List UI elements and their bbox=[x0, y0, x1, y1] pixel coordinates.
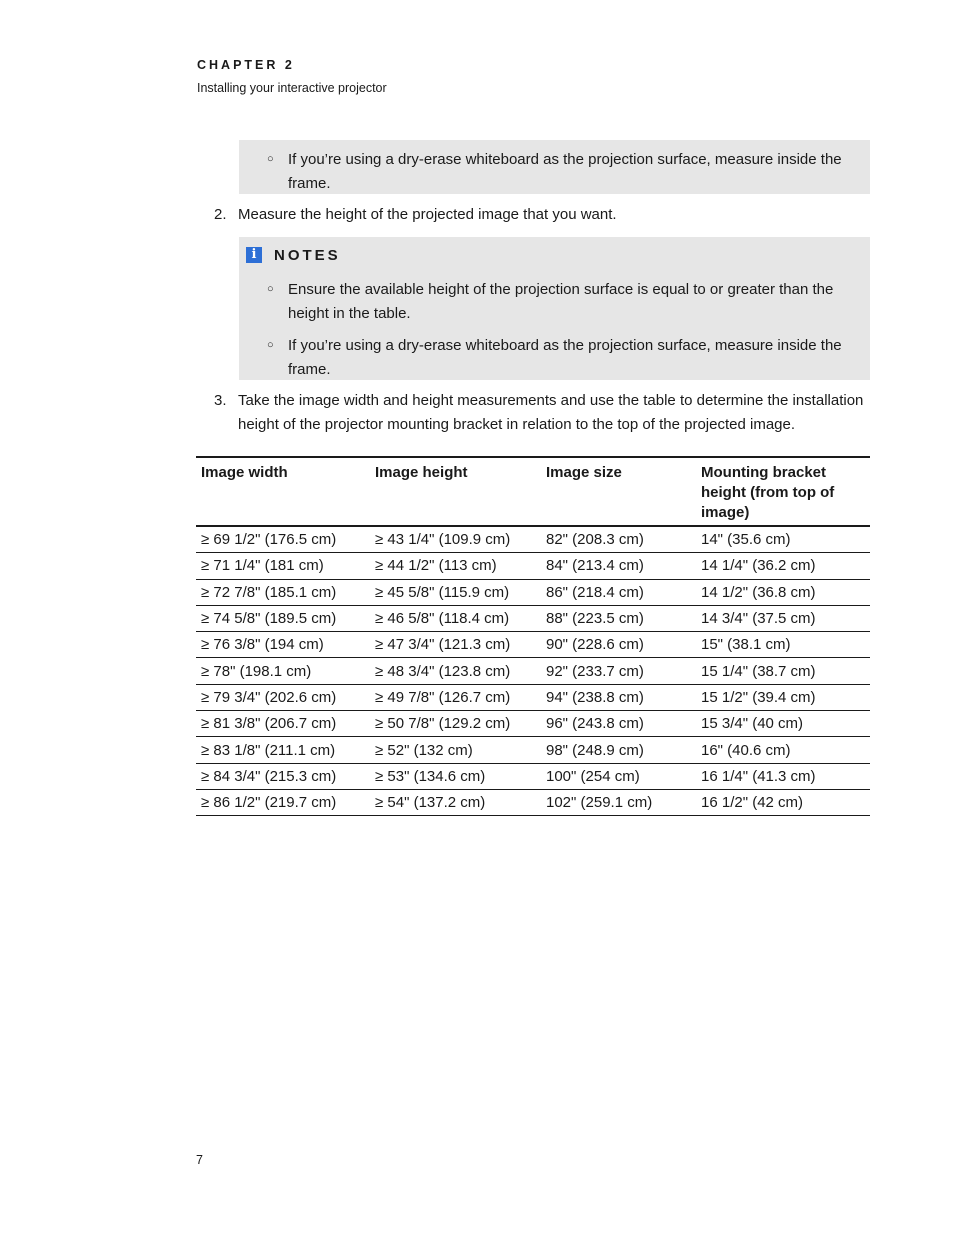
table-row bbox=[196, 684, 870, 710]
table-cell: ≥ 84 3/4" (215.3 cm) bbox=[196, 763, 370, 789]
table-cell: ≥ 83 1/8" (211.1 cm) bbox=[196, 737, 370, 763]
table-cell: ≥ 50 7/8" (129.2 cm) bbox=[370, 711, 541, 737]
step-text: Take the image width and height measurements and use the table to determine the installation height of the projector mounting bracket in relation to the top of the projected image. bbox=[238, 392, 864, 433]
table-cell: 14" (35.6 cm) bbox=[696, 526, 870, 553]
table-cell: 16" (40.6 cm) bbox=[696, 737, 870, 763]
page-number: 7 bbox=[196, 1153, 203, 1167]
note-bullet-text: Ensure the available height of the projection surface is equal to or greater than the height in the table. bbox=[288, 281, 834, 322]
column-header-image-height: Image height bbox=[370, 457, 541, 526]
table-cell: 92" (233.7 cm) bbox=[541, 658, 696, 684]
table-cell: 96" (243.8 cm) bbox=[541, 711, 696, 737]
table-row bbox=[196, 737, 870, 763]
table-cell: ≥ 47 3/4" (121.3 cm) bbox=[370, 632, 541, 658]
table-row bbox=[196, 711, 870, 737]
step-3 bbox=[214, 389, 870, 436]
notes-header bbox=[246, 244, 870, 266]
table-cell: 14 1/4" (36.2 cm) bbox=[696, 553, 870, 579]
table-cell: ≥ 78" (198.1 cm) bbox=[196, 658, 370, 684]
mounting-height-table bbox=[196, 456, 870, 816]
table-row bbox=[196, 526, 870, 553]
table-cell: ≥ 74 5/8" (189.5 cm) bbox=[196, 605, 370, 631]
table-cell: ≥ 48 3/4" (123.8 cm) bbox=[370, 658, 541, 684]
column-header-image-size: Image size bbox=[541, 457, 696, 526]
table-row bbox=[196, 789, 870, 815]
table-cell: 100" (254 cm) bbox=[541, 763, 696, 789]
table-cell: ≥ 69 1/2" (176.5 cm) bbox=[196, 526, 370, 553]
table-cell: 14 3/4" (37.5 cm) bbox=[696, 605, 870, 631]
hollow-bullet-icon: ○ bbox=[267, 283, 274, 295]
step-number: 2. bbox=[214, 206, 227, 223]
step-2 bbox=[214, 203, 870, 227]
step-text: Measure the height of the projected image that you want. bbox=[238, 206, 617, 223]
table-cell: 15 1/4" (38.7 cm) bbox=[696, 658, 870, 684]
table-cell: 15 1/2" (39.4 cm) bbox=[696, 684, 870, 710]
chapter-label: CHAPTER 2 bbox=[197, 58, 295, 72]
table-cell: ≥ 52" (132 cm) bbox=[370, 737, 541, 763]
table-cell: ≥ 76 3/8" (194 cm) bbox=[196, 632, 370, 658]
table-row bbox=[196, 579, 870, 605]
table-cell: ≥ 86 1/2" (219.7 cm) bbox=[196, 789, 370, 815]
table-cell: ≥ 71 1/4" (181 cm) bbox=[196, 553, 370, 579]
hollow-bullet-icon: ○ bbox=[267, 339, 274, 351]
table-cell: 94" (238.8 cm) bbox=[541, 684, 696, 710]
column-header-bracket-height: Mounting bracket height (from top of image) bbox=[696, 457, 870, 526]
table-cell: 84" (213.4 cm) bbox=[541, 553, 696, 579]
table-cell: ≥ 81 3/8" (206.7 cm) bbox=[196, 711, 370, 737]
table-cell: ≥ 53" (134.6 cm) bbox=[370, 763, 541, 789]
table-row bbox=[196, 553, 870, 579]
column-header-image-width: Image width bbox=[196, 457, 370, 526]
table-cell: 14 1/2" (36.8 cm) bbox=[696, 579, 870, 605]
table-cell: ≥ 43 1/4" (109.9 cm) bbox=[370, 526, 541, 553]
note-box-continued bbox=[239, 140, 870, 194]
table-row bbox=[196, 658, 870, 684]
table-row bbox=[196, 763, 870, 789]
table-cell: 16 1/4" (41.3 cm) bbox=[696, 763, 870, 789]
step-number: 3. bbox=[214, 392, 227, 409]
table-cell: 88" (223.5 cm) bbox=[541, 605, 696, 631]
table-cell: 98" (248.9 cm) bbox=[541, 737, 696, 763]
info-icon: i bbox=[246, 247, 262, 263]
notes-label: NOTES bbox=[274, 246, 341, 264]
hollow-bullet-icon: ○ bbox=[267, 153, 274, 165]
note-bullet-text: If you’re using a dry-erase whiteboard as the projection surface, measure inside the frame. bbox=[288, 337, 842, 378]
table-cell: 102" (259.1 cm) bbox=[541, 789, 696, 815]
notes-box bbox=[239, 237, 870, 380]
table-cell: ≥ 46 5/8" (118.4 cm) bbox=[370, 605, 541, 631]
table-cell: ≥ 45 5/8" (115.9 cm) bbox=[370, 579, 541, 605]
table-header-row bbox=[196, 457, 870, 526]
note-bullet bbox=[239, 278, 870, 325]
table-cell: ≥ 49 7/8" (126.7 cm) bbox=[370, 684, 541, 710]
table-cell: ≥ 72 7/8" (185.1 cm) bbox=[196, 579, 370, 605]
table-cell: 90" (228.6 cm) bbox=[541, 632, 696, 658]
table-cell: 16 1/2" (42 cm) bbox=[696, 789, 870, 815]
table-cell: 82" (208.3 cm) bbox=[541, 526, 696, 553]
table-cell: 15" (38.1 cm) bbox=[696, 632, 870, 658]
table-row bbox=[196, 605, 870, 631]
note-bullet bbox=[239, 334, 870, 381]
table-cell: 15 3/4" (40 cm) bbox=[696, 711, 870, 737]
table-cell: ≥ 79 3/4" (202.6 cm) bbox=[196, 684, 370, 710]
table-cell: ≥ 44 1/2" (113 cm) bbox=[370, 553, 541, 579]
note-bullet-text: If you’re using a dry-erase whiteboard as the projection surface, measure inside the frame. bbox=[288, 151, 842, 192]
table-cell: 86" (218.4 cm) bbox=[541, 579, 696, 605]
table-cell: ≥ 54" (137.2 cm) bbox=[370, 789, 541, 815]
table-row bbox=[196, 632, 870, 658]
note-bullet bbox=[239, 148, 870, 195]
chapter-title: Installing your interactive projector bbox=[197, 81, 387, 95]
